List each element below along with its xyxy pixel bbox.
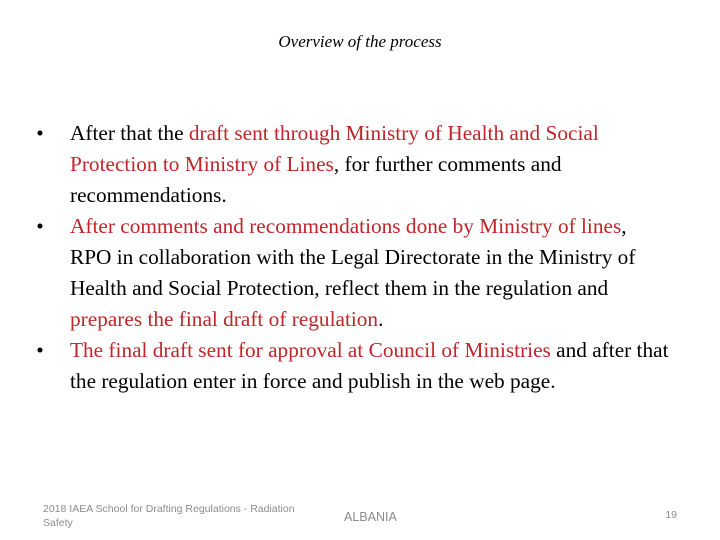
bullet-icon: • [36, 121, 44, 145]
highlighted-text-segment: The final draft sent for approval at Council of Ministries [70, 338, 551, 362]
highlighted-text-segment: prepares the final draft of regulation [70, 307, 379, 331]
bullet-list [30, 118, 670, 397]
footer-country: ALBANIA [344, 510, 397, 524]
bullet-text-segment: , for further comments and recommendations. [70, 152, 562, 207]
highlighted-text-segment: After comments and recommendations done by Ministry of lines [70, 214, 622, 238]
bullet-text-segment: and after that the regulation enter in force and publish in the web page. [70, 338, 669, 393]
page-number: 19 [665, 509, 677, 521]
bullet-item [30, 211, 670, 335]
bullet-icon: • [36, 214, 44, 238]
footer-event-name: 2018 IAEA School for Drafting Regulations - Radiation Safety [43, 503, 295, 529]
bullet-text-segment: , RPO in collaboration with the Legal Directorate in the Ministry of Health and Social Protection, reflect them in the regulation and [70, 214, 636, 300]
bullet-text-segment: After that the [70, 121, 189, 145]
bullet-text-segment: . [378, 307, 384, 331]
highlighted-text-segment: draft sent through Ministry of Health and Social Protection to Ministry of Lines [70, 121, 599, 176]
bullet-item [30, 335, 670, 397]
bullet-icon: • [36, 338, 44, 362]
bullet-item [30, 118, 670, 211]
slide-title: Overview of the process [278, 32, 442, 51]
